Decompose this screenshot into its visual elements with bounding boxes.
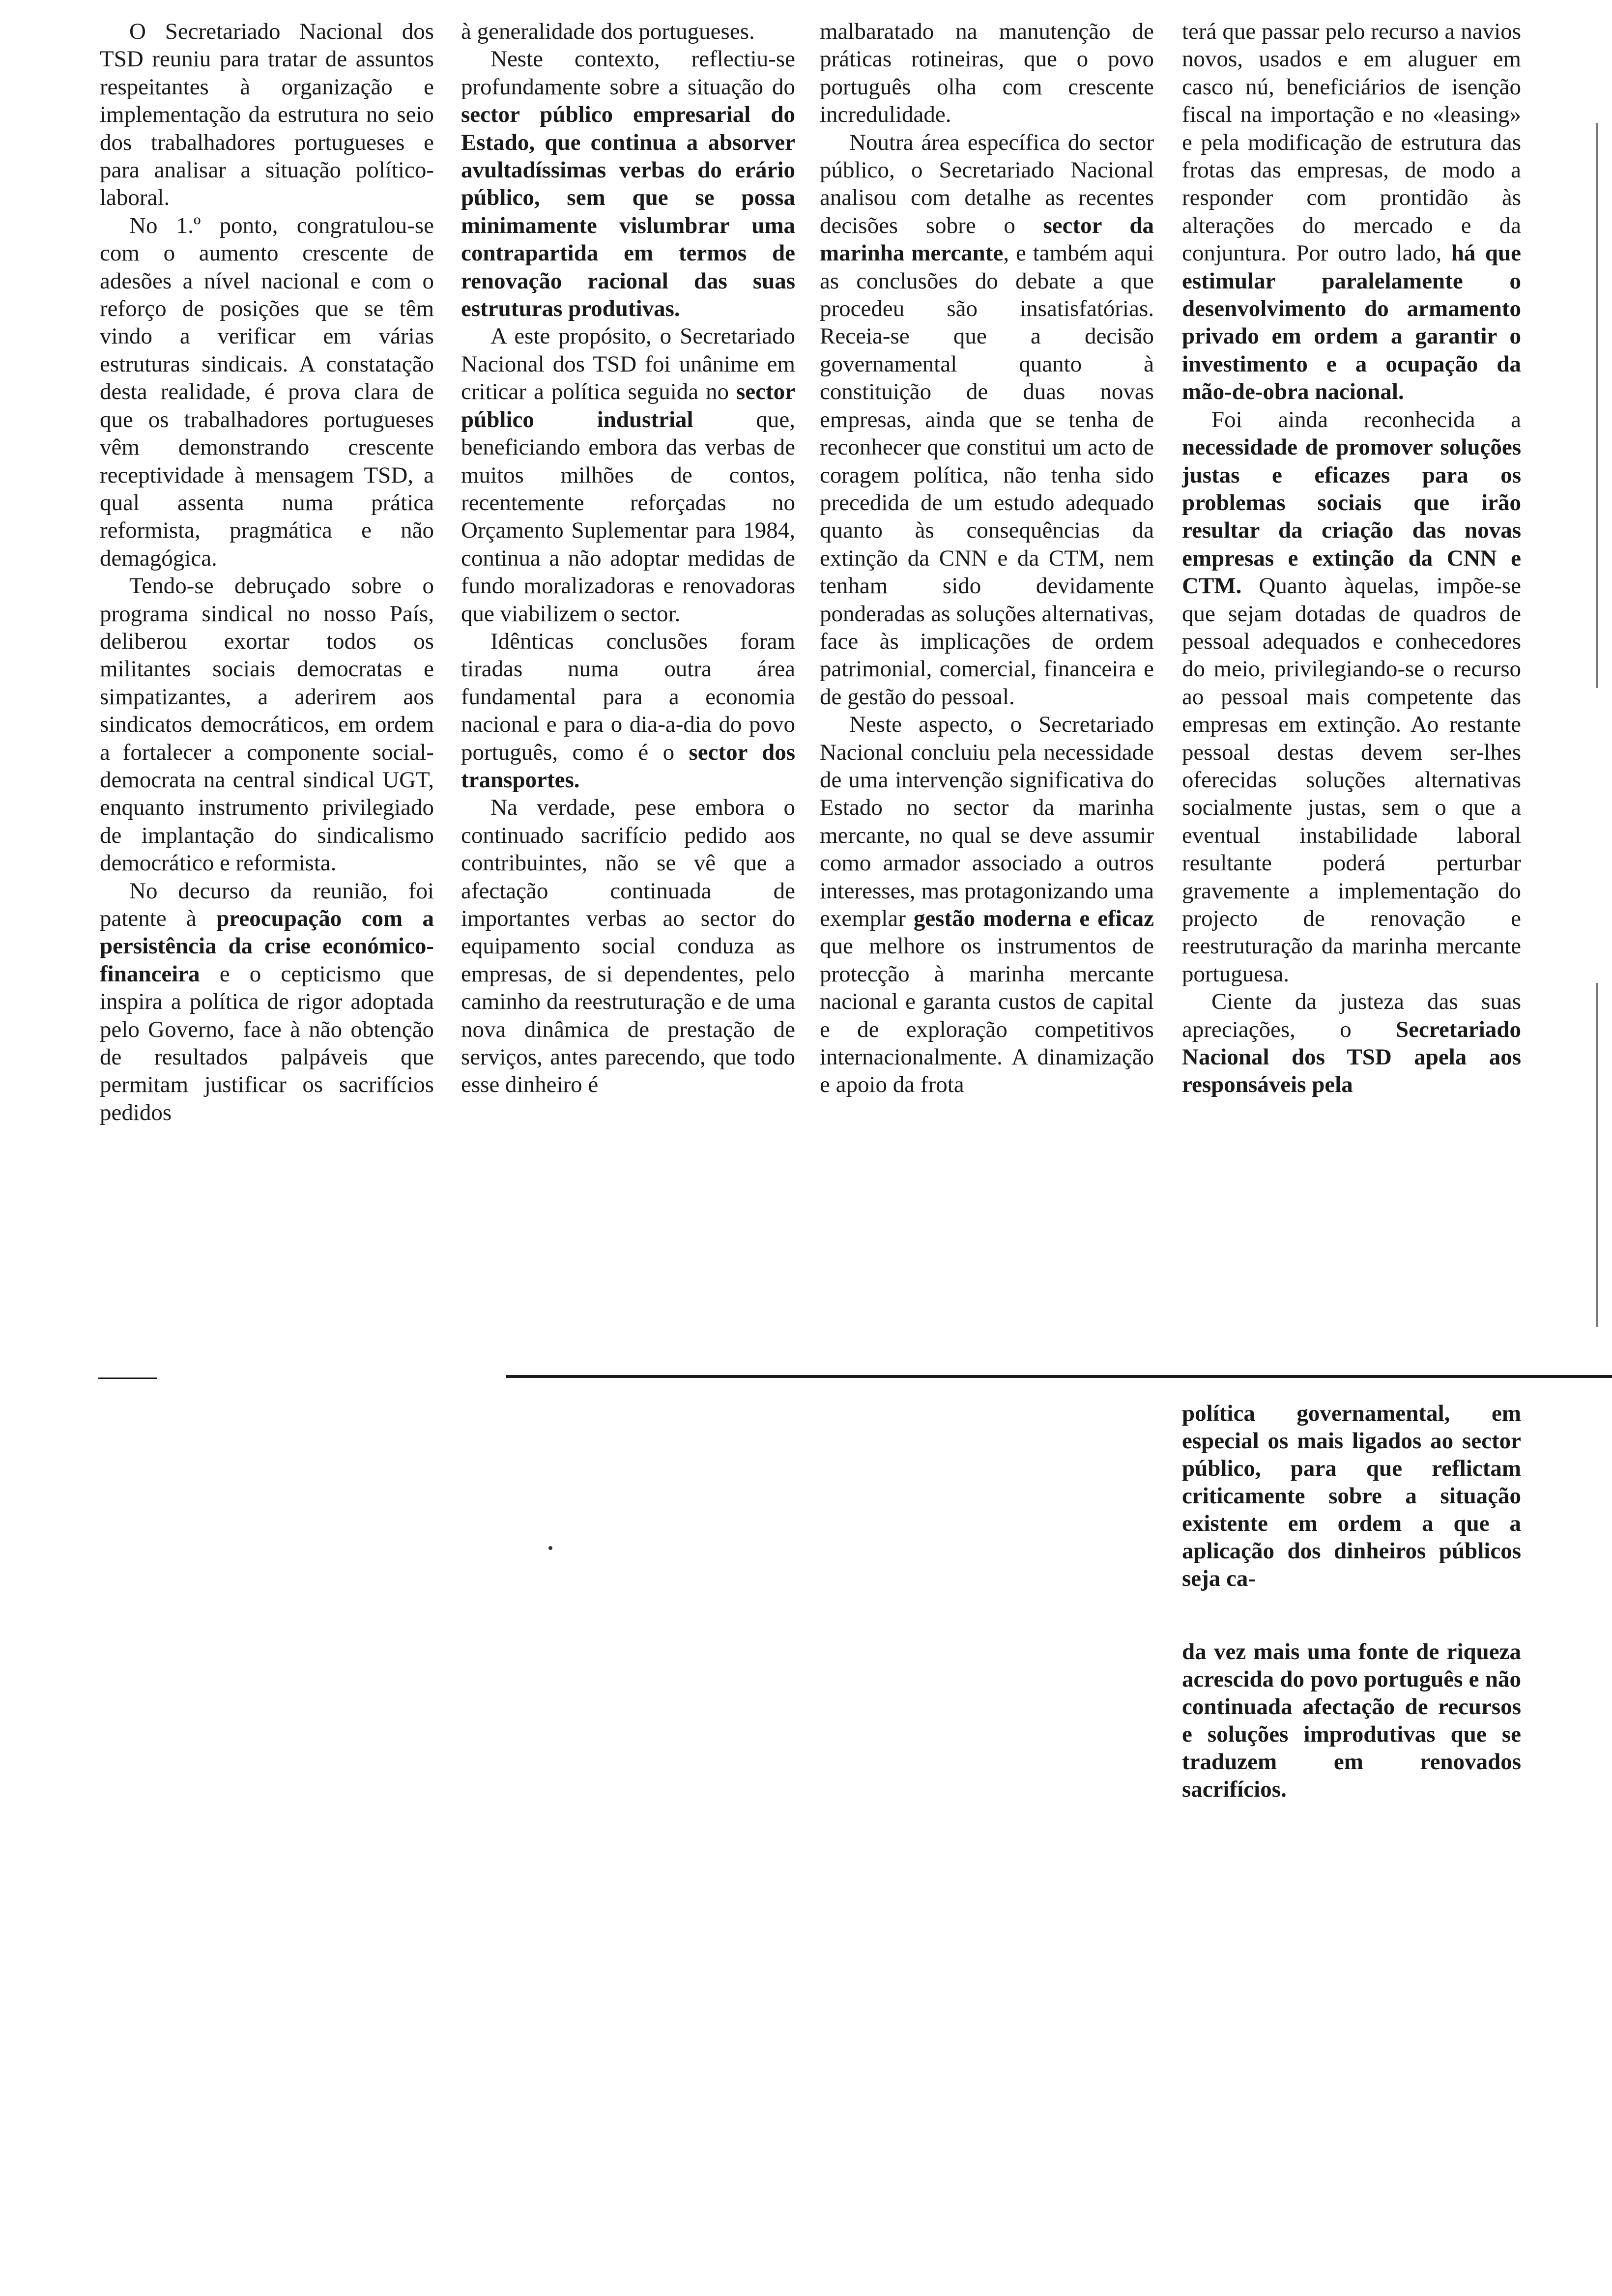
paragraph-text: A este propósito, o Secretariado Nacional dos TSD foi unânime em criticar a política seguida no (461, 323, 795, 405)
article-paragraph (461, 628, 795, 794)
speck-mark (548, 1546, 552, 1550)
margin-scan-line (1596, 983, 1598, 1327)
article-column-2 (461, 18, 795, 1099)
paragraph-emphasis: sector da marinha mercante (820, 212, 1154, 266)
paragraph-text: que, beneficiando embora das verbas de muitos milhões de contos, recentemente reforçadas no Orçamento Suplementar para 1984, continua a não adoptar medidas de fundo moralizadoras e renovadoras que viabilizem o sector. (461, 406, 795, 627)
paragraph-emphasis: Secretariado Nacional dos TSD apela aos responsáveis pela (1182, 1016, 1521, 1098)
paragraph-text: Neste contexto, reflectiu-se profundamente sobre a situação do (461, 46, 795, 100)
paragraph-text: , e também aqui as conclusões do debate a que procedeu são insatisfatórias. Receia-se que a decisão governamental quanto à constituição de duas novas empresas, ainda que se tenha de reconhecer que constitui um acto de coragem política, não tenha sido precedida de um estudo adequado quanto às consequências da extinção da CNN e da CTM, nem tenham sido devidamente ponderadas as soluções alternativas, face às implicações de ordem patrimonial, comercial, financeira e de gestão do pessoal. (820, 240, 1154, 710)
margin-scan-line (1596, 123, 1598, 688)
paragraph-emphasis: sector dos transportes. (461, 739, 796, 793)
article-paragraph (461, 45, 795, 322)
article-paragraph (100, 877, 434, 1127)
article-column-1 (100, 18, 434, 1126)
article-paragraph: Tendo-se debruçado sobre o programa sindical no nosso País, deliberou exortar todos os militantes sociais democratas e simpatizantes, a aderirem aos sindicatos democráticos, em ordem a fortalecer a componente social-democrata na central sindical UGT, enquanto instrumento privilegiado de implantação do sindicalismo democrático e reformista. (100, 573, 434, 876)
article-paragraph (1182, 406, 1521, 988)
paragraph-emphasis: sector público empresarial do Estado, que continua a absorver avultadíssimas verbas do erário público, sem que se possa minimamente vislumbrar uma contrapartida em termos de renovação racional das suas estruturas produtivas. (461, 102, 795, 322)
article-paragraph (1182, 18, 1521, 406)
article-paragraph (820, 711, 1154, 1099)
paragraph-text: Noutra área específica do sector público, o Secretariado Nacional analisou com detalhe as recentes decisões sobre o (820, 129, 1154, 238)
article-paragraph: malbaratado na manutenção de práticas rotineiras, que o povo português olha com crescente incredulidade. (820, 19, 1154, 128)
column-rule-left (98, 1378, 157, 1379)
paragraph-text: que melhore os instrumentos de protecção à marinha mercante nacional e garanta custos de capital e de exploração competitivos internacionalmente. A dinamização e apoio da frota (820, 933, 1154, 1098)
column-rule (506, 1375, 1612, 1378)
article-paragraph (461, 322, 795, 627)
paragraph-text: Ciente da justeza das suas apreciações, o (1182, 989, 1521, 1042)
article-paragraph: O Secretariado Nacional dos TSD reuniu para tratar de assuntos respeitantes à organização e implementação da estrutura no seio dos trabalhadores portugueses e para analisar a situação político-laboral. (100, 19, 434, 211)
article-paragraph: à generalidade dos portugueses. (461, 19, 755, 44)
paragraph-text: Idênticas conclusões foram tiradas numa outra área fundamental para a economia nacional e para o dia-a-dia do povo português, como é o (461, 628, 795, 765)
paragraph-text: Neste aspecto, o Secretariado Nacional concluiu pela necessidade de uma intervenção significativa do Estado no sector da marinha mercante, no qual se deve assumir como armador associado a outros interesses, mas protagonizando uma exemplar (820, 712, 1154, 931)
continuation-paragraph-1: política governamental, em especial os mais ligados ao sector público, para que reflictam criticamente sobre a situação existente em ordem a que a aplicação dos dinheiros públicos seja ca- (1182, 1401, 1521, 1591)
article-column-3 (820, 18, 1154, 1099)
paragraph-emphasis: sector público industrial (461, 379, 795, 432)
continuation-block-1 (1182, 1400, 1521, 1592)
paragraph-emphasis: necessidade de promover soluções justas e eficazes para os problemas sociais que irão resultar da criação das novas empresas e extinção da CNN e CTM. (1182, 434, 1521, 599)
paragraph-emphasis: há que estimular paralelamente o desenvolvimento do armamento privado em ordem a garantir o investimento e a ocupação da mão-de-obra nacional. (1182, 240, 1521, 405)
paragraph-text: e o cepticismo que inspira a política de rigor adoptada pelo Governo, face à não obtenção de resultados palpáveis que permitam justificar os sacrifícios pedidos (100, 961, 434, 1125)
article-paragraph: Na verdade, pese embora o continuado sacrifício pedido aos contribuintes, não se vê que a afectação continuada de importantes verbas ao sector do equipamento social conduza as empresas, de si dependentes, pelo caminho da reestruturação e de uma nova dinâmica de prestação de serviços, antes parecendo, que todo esse dinheiro é (461, 795, 795, 1098)
paragraph-emphasis: preocupação com a persistência da crise económico-financeira (100, 906, 434, 987)
continuation-paragraph-2: da vez mais uma fonte de riqueza acrescida do povo português e não continuada afectação de recursos e soluções improdutivas que se traduzem em renovados sacrifícios. (1182, 1639, 1521, 1802)
paragraph-emphasis: gestão moderna e eficaz (913, 906, 1154, 931)
article-paragraph: No 1.º ponto, congratulou-se com o aumento crescente de adesões a nível nacional e com o reforço de posições que se têm vindo a verificar em várias estruturas sindicais. A constatação desta realidade, é prova clara de que os trabalhadores portugueses vêm demonstrando crescente receptividade à mensagem TSD, a qual assenta numa prática reformista, pragmática e não demagógica. (100, 212, 434, 571)
article-paragraph (820, 129, 1154, 711)
paragraph-text: No decurso da reunião, foi patente à (100, 878, 434, 931)
article-paragraph (1182, 988, 1521, 1099)
paragraph-text: Quanto àquelas, impõe-se que sejam dotadas de quadros de pessoal adequados e conhecedores do meio, privilegiando-se o recurso ao pessoal mais competente das empresas em extinção. Ao restante pessoal destas devem ser-lhes oferecidas soluções alternativas socialmente justas, sem o que a eventual instabilidade laboral resultante poderá perturbar gravemente a implementação do projecto de renovação e reestruturação da marinha mercante portuguesa. (1182, 573, 1521, 987)
paragraph-text: terá que passar pelo recurso a navios novos, usados e em aluguer em casco nú, beneficiários de isenção fiscal na importação e no «leasing» e pela modificação de estrutura das frotas das empresas, de modo a responder com prontidão às alterações do mercado e da conjuntura. Por outro lado, (1182, 19, 1521, 266)
paragraph-text: Foi ainda reconhecida a (1211, 406, 1521, 432)
article-column-4 (1182, 18, 1521, 1099)
continuation-block-2 (1182, 1638, 1521, 1803)
